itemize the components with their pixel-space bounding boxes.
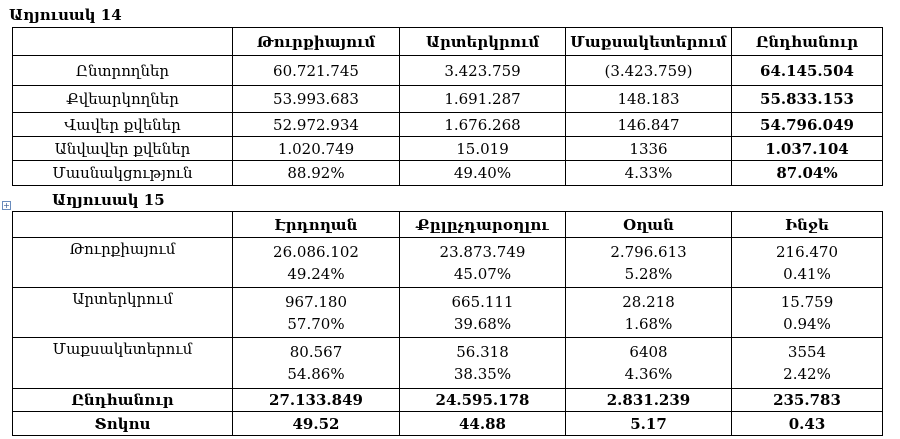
table-total-row	[13, 389, 883, 412]
row-label: Վավեր քվեներ	[13, 113, 233, 137]
table-cell: 52.972.934	[233, 113, 400, 137]
table-14-header-row	[13, 28, 883, 56]
table-cell: 1.676.268	[400, 113, 566, 137]
vote-count: 23.873.749	[439, 242, 526, 261]
share-cell: 49.52	[233, 412, 400, 436]
table-row	[13, 137, 883, 161]
total-cell: 1.037.104	[732, 137, 883, 161]
table-cell	[566, 288, 732, 338]
table-cell: 49.40%	[400, 161, 566, 186]
share-cell: 44.88	[400, 412, 566, 436]
header-cell: Ընդհանուր	[732, 28, 883, 56]
table-cell	[566, 338, 732, 389]
table-cell: (3.423.759)	[566, 56, 732, 86]
table-cell	[233, 288, 400, 338]
vote-percent: 45.07%	[453, 264, 512, 283]
vote-percent: 54.86%	[287, 365, 345, 383]
header-cell-empty	[13, 212, 233, 238]
vote-percent: 5.28%	[624, 264, 673, 283]
table-cell: 60.721.745	[233, 56, 400, 86]
table-cell: 148.183	[566, 86, 732, 113]
total-cell: 27.133.849	[233, 389, 400, 412]
table-row	[13, 161, 883, 186]
table-anchor-icon[interactable]: +	[3, 201, 10, 210]
vote-percent: 39.68%	[453, 314, 512, 333]
table-cell: 15.019	[400, 137, 566, 161]
table-row	[13, 56, 883, 86]
vote-count: 2.796.613	[610, 242, 687, 261]
table-row	[13, 113, 883, 137]
table-cell	[732, 338, 883, 389]
table-cell	[233, 238, 400, 288]
header-cell: Մաքսակետերում	[566, 28, 732, 56]
vote-percent: 2.42%	[783, 365, 831, 383]
vote-percent: 57.70%	[287, 314, 345, 333]
row-label: Քվեարկողներ	[13, 86, 233, 113]
table-cell	[400, 238, 566, 288]
vote-percent: 0.41%	[783, 264, 831, 283]
vote-count: 26.086.102	[273, 242, 359, 261]
table-15-header-row	[13, 212, 883, 238]
vote-count: 3554	[787, 343, 827, 361]
header-cell: Քըլըչդարօղլու	[400, 212, 566, 238]
vote-count: 80.567	[289, 343, 343, 361]
total-cell: 235.783	[732, 389, 883, 412]
header-cell-empty	[13, 28, 233, 56]
total-cell: 64.145.504	[732, 56, 883, 86]
row-label: Տոկոս	[13, 412, 233, 436]
header-cell: Էրդողան	[233, 212, 400, 238]
header-cell: Օղան	[566, 212, 732, 238]
table-share-row	[13, 412, 883, 436]
table-row	[13, 288, 883, 338]
vote-count: 15.759	[780, 292, 834, 311]
header-cell: Արտերկրում	[400, 28, 566, 56]
table-cell: 1.691.287	[400, 86, 566, 113]
total-cell: 54.796.049	[732, 113, 883, 137]
table-row	[13, 86, 883, 113]
vote-count: 665.111	[451, 292, 514, 311]
vote-percent: 49.24%	[287, 264, 345, 283]
table-cell	[732, 288, 883, 338]
total-cell: 2.831.239	[566, 389, 732, 412]
vote-percent: 4.36%	[624, 365, 673, 383]
total-cell: 55.833.153	[732, 86, 883, 113]
table-cell: 1336	[566, 137, 732, 161]
vote-count: 56.318	[456, 343, 509, 361]
header-cell: Ինջե	[732, 212, 883, 238]
table-row	[13, 338, 883, 389]
table-cell: 4.33%	[566, 161, 732, 186]
vote-count: 28.218	[622, 292, 675, 311]
table-cell	[732, 238, 883, 288]
row-label: Մասնակցություն	[13, 161, 233, 186]
row-label: Մաքսակետերում	[13, 338, 233, 389]
header-cell: Թուրքիայում	[233, 28, 400, 56]
table-14	[12, 27, 883, 186]
row-label: Անվավեր քվեներ	[13, 137, 233, 161]
row-label: Արտերկրում	[13, 288, 233, 338]
total-cell: 24.595.178	[400, 389, 566, 412]
vote-percent: 0.94%	[783, 314, 831, 333]
row-label: Ընդհանուր	[13, 389, 233, 412]
vote-count: 6408	[629, 343, 668, 361]
table-15	[12, 211, 883, 436]
table-cell	[566, 238, 732, 288]
table-cell	[400, 288, 566, 338]
table-15-caption: Աղյուսակ 15	[52, 191, 165, 209]
table-cell: 53.993.683	[233, 86, 400, 113]
table-14-caption: Աղյուսակ 14	[9, 6, 122, 24]
share-cell: 5.17	[566, 412, 732, 436]
vote-percent: 38.35%	[453, 365, 512, 383]
table-cell	[400, 338, 566, 389]
vote-count: 967.180	[284, 292, 348, 311]
share-cell: 0.43	[732, 412, 883, 436]
row-label: Թուրքիայում	[13, 238, 233, 288]
table-cell	[233, 338, 400, 389]
table-cell: 88.92%	[233, 161, 400, 186]
vote-count: 216.470	[775, 242, 839, 261]
row-label: Ընտրողներ	[13, 56, 233, 86]
table-row	[13, 238, 883, 288]
table-cell: 1.020.749	[233, 137, 400, 161]
table-cell: 3.423.759	[400, 56, 566, 86]
table-cell: 146.847	[566, 113, 732, 137]
total-cell: 87.04%	[732, 161, 883, 186]
vote-percent: 1.68%	[624, 314, 673, 333]
